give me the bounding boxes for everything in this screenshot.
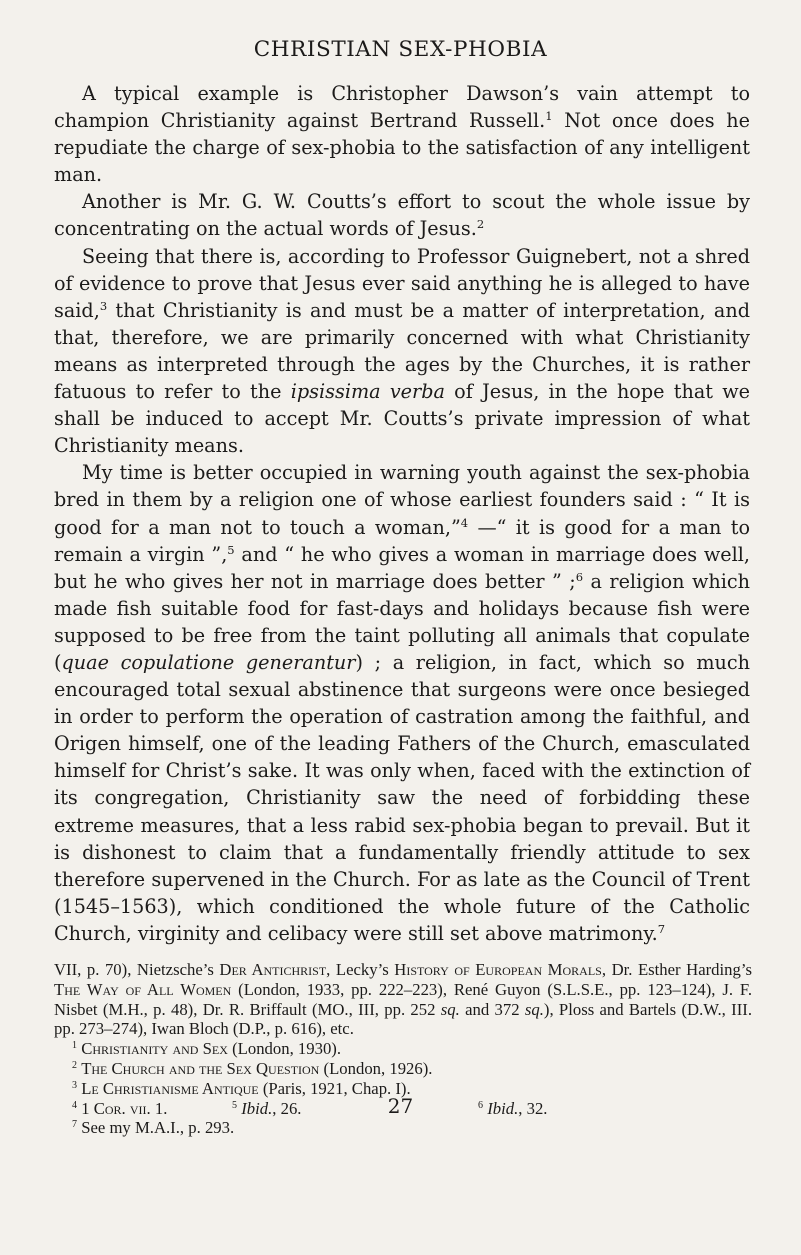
- footnote: $^4$ 1 Cor. vii. 1.: [72, 1098, 168, 1118]
- paragraph: Seeing that there is, according to Professor Guignebert, not a shred of evidence to prove that Jesus ever said anything he is alleged to have said,$^3$ that Christianity is and must be a matter of interpretation, and that, therefore, we are primarily concerned with what Christianity means as interpreted through the ages by the Churches, it is rather fatuous to refer to the ipsissima verba of Jesus, in the hope that we shall be induced to accept Mr. Coutts’s private impression of what Christianity means.: [54, 244, 750, 458]
- footnote: $^5$ Ibid., 26.: [232, 1098, 302, 1118]
- footnote-continuation: VII, p. 70), Nietzsche’s Der Antichrist, Lecky’s History of European Morals, Dr. Esther Harding’s The Way of All Women (London, 1933, pp. 222–223), René Guyon (S.L.S.E., pp. 123–124), J. F. Nisbet (M.H., p. 48), Dr. R. Briffault (MO., III, pp. 252 sq. and 372 sq.), Ploss and Bartels (D.W., III. pp. 273–274), Iwan Bloch (D.P., p. 616), etc.: [54, 960, 752, 1039]
- footnote-ref: 3: [99, 298, 108, 313]
- footnote: $^3$ Le Christianisme Antique (Paris, 1921, Chap. I).: [72, 1078, 411, 1098]
- page-number: 27: [387, 1094, 414, 1118]
- footnote: $^2$ The Church and the Sex Question (London, 1926).: [72, 1058, 433, 1078]
- italic-phrase: ipsissima verba: [290, 380, 445, 404]
- paragraph: My time is better occupied in warning youth against the sex-phobia bred in them by a religion one of whose earliest founders said : “ It is good for a man not to touch a woman,”$^4$ —“ it is good for a man to remain a virgin ”,$^5$ and “ he who gives a woman in marriage does well, but he who gives her not in marriage does better ” ;$^6$ a religion which made fish suitable food for fast-days and holidays because fish were supposed to be free from the taint polluting all animals that copulate (quae copulatione generantur) ; a religion, in fact, which so much encouraged total sexual abstinence that surgeons were once besieged in order to perform the operation of castration among the faithful, and Origen himself, one of the leading Fathers of the Church, emasculated himself for Christ’s sake. It was only when, faced with the extinction of its congregation, Christianity saw the need of forbidding these extreme measures, that a less rabid sex-phobia began to prevail. But it is dishonest to claim that a fundamentally friendly attitude to sex therefore supervened in the Church. For as late as the Council of Trent (1545–1563), which conditioned the whole future of the Catholic Church, virginity and celibacy were still set above matrimony.$^7$: [54, 461, 750, 945]
- main-text: [54, 80, 750, 947]
- paragraph: Another is Mr. G. W. Coutts’s effort to scout the whole issue by concentrating on the actual words of Jesus.$^2$: [54, 190, 750, 241]
- footnote: $^1$ Christianity and Sex (London, 1930).: [72, 1039, 342, 1059]
- footnote: $^7$ See my M.A.I., p. 293.: [72, 1118, 235, 1138]
- footnote-ref: 1: [545, 108, 553, 123]
- footnote-ref: 7: [657, 921, 666, 936]
- footnote-ref: 6: [575, 569, 584, 584]
- footnote-ref: 2: [476, 217, 485, 232]
- footnote: $^6$ Ibid., 32.: [478, 1098, 548, 1118]
- paragraph: A typical example is Christopher Dawson’s vain attempt to champion Christianity against Bertrand Russell.$^1$ Not once does he repudiate the charge of sex-phobia to the satisfaction of any intelligent man.: [54, 82, 750, 187]
- running-head: CHRISTIAN SEX-PHOBIA: [253, 37, 548, 62]
- italic-phrase: quae copulatione generantur: [61, 650, 356, 674]
- footnote-ref: 5: [227, 542, 235, 557]
- footnote-ref: 4: [460, 515, 469, 530]
